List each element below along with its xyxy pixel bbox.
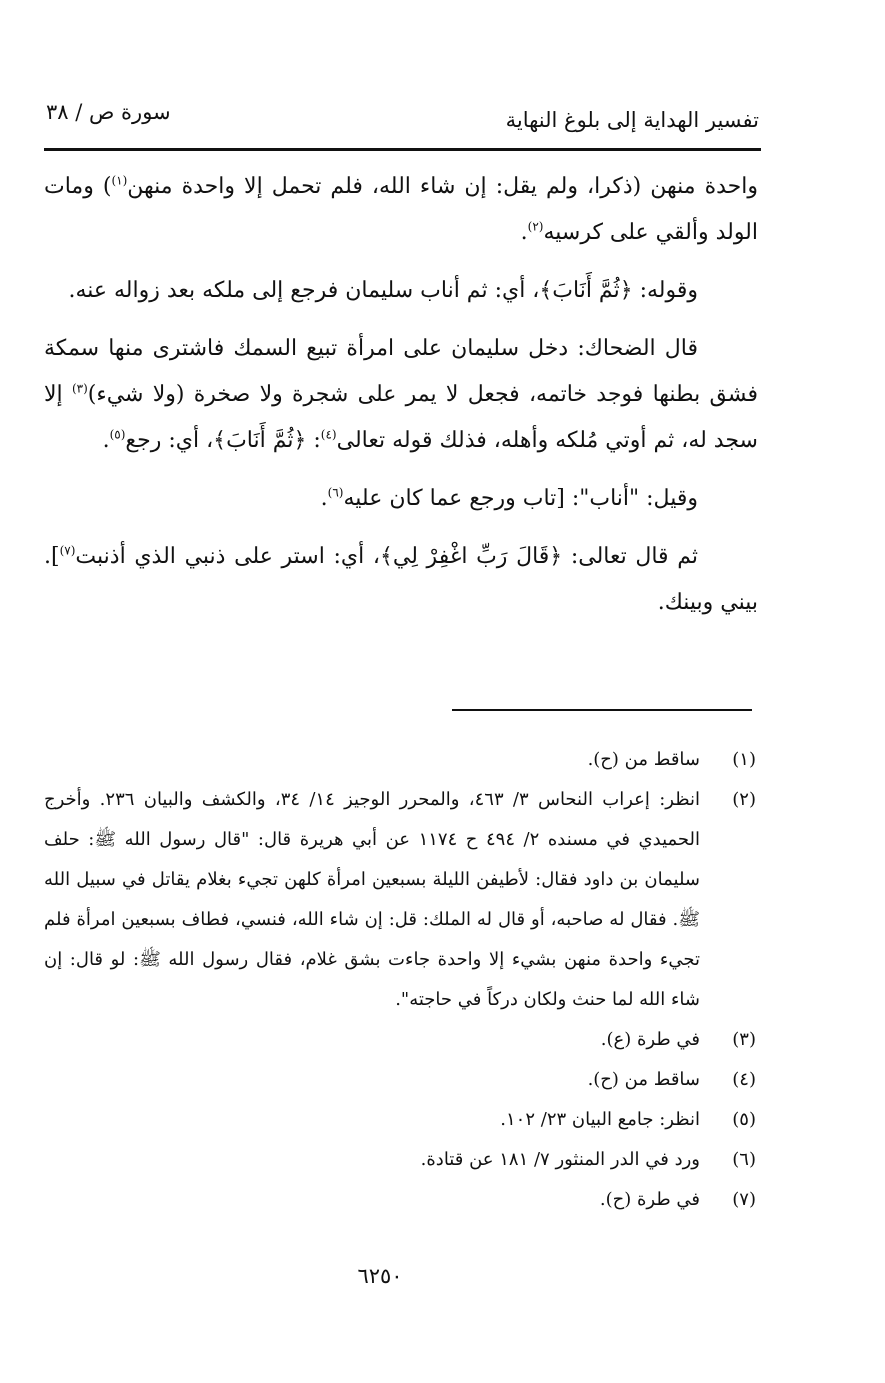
text-span: : ﴿ثُمَّ أَنَابَ﴾، أي: رجع bbox=[125, 428, 321, 453]
paragraph-5 bbox=[44, 534, 758, 626]
footnote-5 bbox=[44, 1100, 758, 1140]
footnote-number: (٢) bbox=[732, 789, 756, 810]
paragraph-1 bbox=[44, 164, 758, 256]
footnote-1 bbox=[44, 740, 758, 780]
footnote-text: ساقط من (ح). bbox=[587, 749, 700, 770]
footnote-number: (٤) bbox=[732, 1069, 756, 1090]
footnote-number: (١) bbox=[732, 749, 756, 770]
footnote-ref-4[interactable]: (٤) bbox=[320, 427, 337, 442]
header-rule bbox=[44, 148, 761, 151]
text-span: إلا سجد له، ثم أوتي مُلكه وأهله، فذلك قوله تعالى bbox=[44, 382, 758, 453]
footnote-text: انظر: إعراب النحاس ٣/ ٤٦٣، والمحرر الوجيز ١٤/ ٣٤، والكشف والبيان ٢٣٦. وأخرج الحميدي في مسنده ٢/ ٤٩٤ ح ١١٧٤ عن أبي هريرة قال: "قال رسول الله ﷺ: حلف سليمان بن داود فقال: لأطيفن الليلة بسبعين امرأة كلهن تجيء بغلام يقاتل في سبيل الله ﷺ. فقال له صاحبه، أو قال له الملك: قل: إن شاء الله، فنسي، فطاف بسبعين امرأة فلم تجيء واحدة منهن بشيء إلا واحدة جاءت بشق غلام، فقال رسول الله ﷺ: لو قال: إن شاء الله لما حنث ولكان دركاً في حاجته". bbox=[44, 789, 701, 1010]
footnotes bbox=[44, 740, 758, 1220]
footnote-number: (٦) bbox=[732, 1149, 756, 1170]
footnote-number: (٥) bbox=[732, 1109, 756, 1130]
footnote-number: (٣) bbox=[732, 1029, 756, 1050]
paragraph-4 bbox=[44, 476, 758, 522]
text-span: واحدة منهن (ذكرا، ولم يقل: إن شاء الله، فلم تحمل إلا واحدة منهن bbox=[127, 174, 758, 199]
text-span: وقيل: "أناب": [تاب ورجع عما كان عليه bbox=[343, 486, 698, 511]
text-span: ) ومات الولد وألقي على كرسيه bbox=[44, 174, 758, 245]
book-title: تفسير الهداية إلى بلوغ النهاية bbox=[505, 108, 759, 132]
text-span: ]. بيني وبينك. bbox=[44, 544, 758, 615]
footnote-text: ورد في الدر المنثور ٧/ ١٨١ عن قتادة. bbox=[420, 1149, 700, 1170]
paragraph-3 bbox=[44, 326, 758, 464]
footnote-ref-3[interactable]: (٣) bbox=[71, 381, 88, 396]
footnote-separator bbox=[452, 709, 752, 711]
paragraph-2: وقوله: ﴿ثُمَّ أَنَابَ﴾، أي: ثم أناب سليمان فرجع إلى ملكه بعد زواله عنه. bbox=[68, 278, 698, 303]
footnote-4 bbox=[44, 1060, 758, 1100]
footnote-text: في طرة (ح). bbox=[599, 1189, 700, 1210]
footnote-text: ساقط من (ح). bbox=[587, 1069, 700, 1090]
text-span: . bbox=[320, 486, 328, 511]
text-span: . bbox=[520, 220, 528, 245]
footnote-2 bbox=[44, 780, 758, 1020]
running-header bbox=[44, 96, 761, 142]
footnote-text: انظر: جامع البيان ٢٣/ ١٠٢. bbox=[500, 1109, 700, 1130]
page-number: ٦٢٥٠ bbox=[357, 1264, 403, 1288]
text-span: ثم قال تعالى: ﴿قَالَ رَبِّ اغْفِرْ لِي﴾، أي: استر على ذنبي الذي أذنبت bbox=[75, 544, 698, 569]
footnote-ref-7[interactable]: (٧) bbox=[59, 543, 76, 558]
footnote-number: (٧) bbox=[732, 1189, 756, 1210]
footnote-ref-5[interactable]: (٥) bbox=[109, 427, 126, 442]
footnote-7 bbox=[44, 1180, 758, 1220]
main-text bbox=[44, 164, 758, 626]
footnote-text: في طرة (ع). bbox=[600, 1029, 700, 1050]
text-span: . bbox=[102, 428, 110, 453]
footnote-ref-2[interactable]: (٢) bbox=[527, 219, 544, 234]
text-span: قال الضحاك: دخل سليمان على امرأة تبيع السمك فاشترى منها سمكة فشق بطنها فوجد خاتمه، فجعل لا يمر على شجرة ولا صخرة (ولا شيء) bbox=[44, 336, 758, 407]
footnote-ref-1[interactable]: (١) bbox=[111, 173, 128, 188]
footnote-6 bbox=[44, 1140, 758, 1180]
footnote-3 bbox=[44, 1020, 758, 1060]
surah-page-label: سورة ص / ٣٨ bbox=[46, 100, 171, 124]
footnote-ref-6[interactable]: (٦) bbox=[327, 485, 344, 500]
